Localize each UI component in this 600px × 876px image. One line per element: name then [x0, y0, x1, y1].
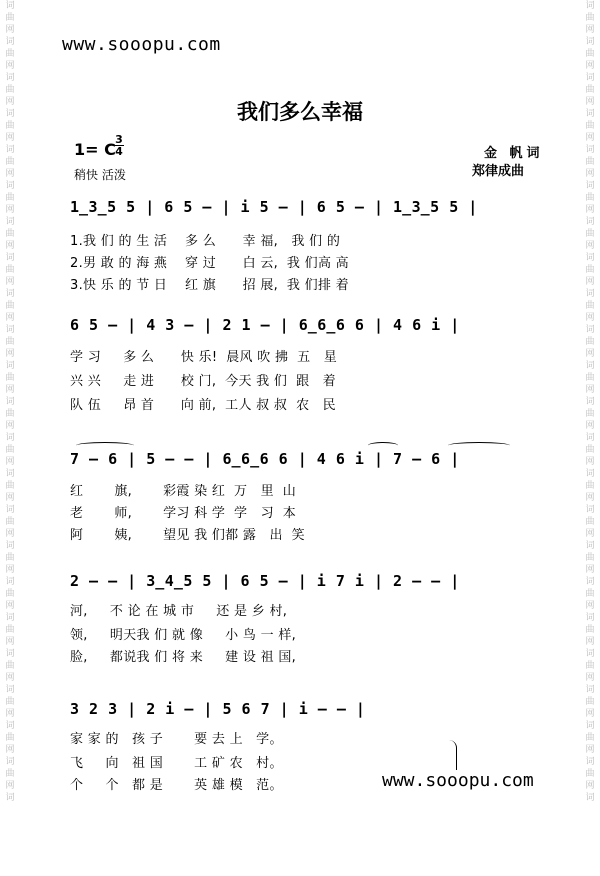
edge-watermark-char: 词 — [5, 721, 15, 731]
edge-watermark-char: 词 — [585, 37, 595, 47]
right-edge-watermark — [582, 0, 598, 876]
site-watermark-top: www.sooopu.com — [62, 34, 221, 55]
lyric-line-4-1: 河, 不 论 在 城 市 还 是 乡 村, — [70, 604, 288, 619]
edge-watermark-char: 曲 — [5, 301, 15, 311]
notation-line-1: 1̲3̲5 5 | 6 5 — | i 5 — | 6 5 — | 1̲3̲5 5 | — [70, 198, 478, 216]
edge-watermark-char: 词 — [5, 361, 15, 371]
edge-watermark-char: 词 — [585, 361, 595, 371]
key-signature — [74, 133, 123, 159]
edge-watermark-char: 词 — [585, 109, 595, 119]
lyric-line-2-2: 兴 兴 走 进 校 门, 今天 我 们 跟 着 — [70, 374, 336, 389]
lyric-line-5-3: 个 个 都 是 英 雄 模 范。 — [70, 778, 283, 793]
edge-watermark-char: 词 — [5, 433, 15, 443]
edge-watermark-char: 词 — [585, 649, 595, 659]
edge-watermark-char: 词 — [5, 685, 15, 695]
edge-watermark-char: 曲 — [585, 481, 595, 491]
edge-watermark-char: 词 — [5, 505, 15, 515]
edge-watermark-char: 网 — [585, 421, 595, 431]
edge-watermark-char: 词 — [5, 73, 15, 83]
notation-line-3: 7 — 6 | 5 — — | 6̲6̲6 6 | 4 6 i | 7 — 6 | — [70, 450, 460, 468]
edge-watermark-char: 曲 — [585, 373, 595, 383]
slur-3c — [448, 442, 510, 449]
edge-watermark-char: 网 — [585, 637, 595, 647]
edge-watermark-char: 曲 — [585, 85, 595, 95]
edge-watermark-char: 曲 — [585, 517, 595, 527]
lyric-line-1-2: 2.男 敢 的 海 燕 穿 过 白 云, 我 们高 高 — [70, 256, 349, 271]
lyric-line-5-1: 家 家 的 孩 子 要 去 上 学。 — [70, 732, 283, 747]
edge-watermark-char: 网 — [5, 169, 15, 179]
edge-watermark-char: 曲 — [585, 625, 595, 635]
edge-watermark-char: 词 — [5, 217, 15, 227]
edge-watermark-char: 网 — [5, 385, 15, 395]
edge-watermark-char: 词 — [5, 1, 15, 11]
edge-watermark-char: 网 — [585, 385, 595, 395]
edge-watermark-char: 词 — [585, 145, 595, 155]
edge-watermark-char: 曲 — [585, 49, 595, 59]
edge-watermark-char: 词 — [5, 325, 15, 335]
edge-watermark-char: 网 — [5, 133, 15, 143]
edge-watermark-char: 词 — [5, 253, 15, 263]
notation-line-5: 3 2 3 | 2 i — | 5 6 7 | i — — | — [70, 700, 366, 718]
edge-watermark-char: 曲 — [5, 733, 15, 743]
edge-watermark-char: 曲 — [5, 229, 15, 239]
lyric-line-2-3: 队 伍 昂 首 向 前, 工人 叔 叔 农 民 — [70, 398, 336, 413]
edge-watermark-char: 词 — [585, 217, 595, 227]
edge-watermark-char: 曲 — [5, 697, 15, 707]
edge-watermark-char: 曲 — [5, 517, 15, 527]
edge-watermark-char: 词 — [585, 505, 595, 515]
edge-watermark-char: 网 — [585, 97, 595, 107]
edge-watermark-char: 词 — [585, 541, 595, 551]
edge-watermark-char: 词 — [585, 685, 595, 695]
edge-watermark-char: 曲 — [5, 193, 15, 203]
slur-3b — [368, 442, 398, 449]
lyric-line-2-1: 学 习 多 么 快 乐! 晨风 吹 拂 五 星 — [70, 350, 338, 365]
lyric-line-3-1: 红 旗, 彩霞 染 红 万 里 山 — [70, 484, 297, 499]
edge-watermark-char: 词 — [5, 541, 15, 551]
edge-watermark-char: 曲 — [585, 661, 595, 671]
edge-watermark-char: 曲 — [585, 121, 595, 131]
edge-watermark-char: 网 — [585, 25, 595, 35]
edge-watermark-char: 网 — [585, 493, 595, 503]
edge-watermark-char: 曲 — [5, 121, 15, 131]
edge-watermark-char: 曲 — [5, 553, 15, 563]
edge-watermark-char: 词 — [585, 793, 595, 803]
edge-watermark-char: 词 — [585, 181, 595, 191]
edge-watermark-char: 词 — [5, 181, 15, 191]
edge-watermark-char: 曲 — [585, 589, 595, 599]
edge-watermark-char: 曲 — [585, 13, 595, 23]
edge-watermark-char: 曲 — [585, 157, 595, 167]
edge-watermark-char: 词 — [585, 577, 595, 587]
edge-watermark-char: 网 — [585, 313, 595, 323]
time-signature — [114, 134, 124, 157]
edge-watermark-char: 网 — [5, 97, 15, 107]
edge-watermark-char: 网 — [5, 565, 15, 575]
edge-watermark-char: 词 — [585, 721, 595, 731]
lyric-line-1-1: 1.我 们 的 生 活 多 么 幸 福, 我 们 的 — [70, 234, 341, 249]
edge-watermark-char: 网 — [585, 745, 595, 755]
slur-3a — [76, 442, 134, 449]
edge-watermark-char: 词 — [5, 289, 15, 299]
lyricist-credit: 金 帆词 — [484, 146, 544, 161]
edge-watermark-char: 曲 — [585, 265, 595, 275]
edge-watermark-char: 曲 — [585, 697, 595, 707]
edge-watermark-char: 网 — [585, 529, 595, 539]
edge-watermark-char: 网 — [5, 529, 15, 539]
edge-watermark-char: 网 — [585, 565, 595, 575]
edge-watermark-char: 网 — [5, 25, 15, 35]
edge-watermark-char: 词 — [5, 109, 15, 119]
edge-watermark-char: 词 — [5, 577, 15, 587]
edge-watermark-char: 曲 — [585, 409, 595, 419]
edge-watermark-char: 网 — [585, 133, 595, 143]
edge-watermark-char: 曲 — [585, 229, 595, 239]
edge-watermark-char: 网 — [5, 61, 15, 71]
edge-watermark-char: 网 — [5, 313, 15, 323]
edge-watermark-char: 曲 — [5, 337, 15, 347]
edge-watermark-char: 网 — [5, 493, 15, 503]
edge-watermark-char: 曲 — [5, 157, 15, 167]
edge-watermark-char: 曲 — [585, 733, 595, 743]
edge-watermark-char: 词 — [585, 469, 595, 479]
edge-watermark-char: 曲 — [5, 625, 15, 635]
edge-watermark-char: 网 — [585, 241, 595, 251]
edge-watermark-char: 网 — [5, 673, 15, 683]
edge-watermark-char: 词 — [5, 145, 15, 155]
edge-watermark-char: 网 — [5, 709, 15, 719]
lyric-line-1-3: 3.快 乐 的 节 日 红 旗 招 展, 我 们排 着 — [70, 278, 349, 293]
edge-watermark-char: 网 — [585, 601, 595, 611]
edge-watermark-char: 词 — [5, 757, 15, 767]
edge-watermark-char: 曲 — [5, 589, 15, 599]
edge-watermark-char: 词 — [5, 37, 15, 47]
edge-watermark-char: 曲 — [5, 49, 15, 59]
edge-watermark-char: 网 — [585, 457, 595, 467]
edge-watermark-char: 曲 — [5, 13, 15, 23]
edge-watermark-char: 曲 — [5, 409, 15, 419]
edge-watermark-char: 曲 — [5, 769, 15, 779]
edge-watermark-char: 网 — [5, 277, 15, 287]
edge-watermark-char: 网 — [5, 349, 15, 359]
edge-watermark-char: 曲 — [5, 445, 15, 455]
edge-watermark-char: 网 — [585, 349, 595, 359]
edge-watermark-char: 词 — [5, 793, 15, 803]
lyric-line-3-3: 阿 姨, 望见 我 们都 露 出 笑 — [70, 528, 305, 543]
edge-watermark-char: 曲 — [585, 301, 595, 311]
key-label: 1= C — [74, 140, 116, 159]
edge-watermark-char: 网 — [5, 205, 15, 215]
lyric-line-3-2: 老 师, 学习 科 学 学 习 本 — [70, 506, 297, 521]
edge-watermark-char: 词 — [585, 613, 595, 623]
edge-watermark-char: 词 — [585, 253, 595, 263]
edge-watermark-char: 词 — [5, 613, 15, 623]
edge-watermark-char: 网 — [585, 673, 595, 683]
edge-watermark-char: 网 — [5, 781, 15, 791]
edge-watermark-char: 词 — [5, 649, 15, 659]
edge-watermark-char: 曲 — [585, 337, 595, 347]
edge-watermark-char: 网 — [5, 637, 15, 647]
edge-watermark-char: 网 — [585, 169, 595, 179]
edge-watermark-char: 网 — [585, 277, 595, 287]
lyric-line-4-3: 脸, 都说我 们 将 来 建 设 祖 国, — [70, 650, 297, 665]
edge-watermark-char: 曲 — [5, 85, 15, 95]
edge-watermark-char: 词 — [585, 325, 595, 335]
edge-watermark-char: 网 — [5, 241, 15, 251]
edge-watermark-char: 曲 — [5, 481, 15, 491]
edge-watermark-char: 词 — [585, 397, 595, 407]
edge-watermark-char: 词 — [585, 433, 595, 443]
composer-credit: 郑律成曲 — [472, 164, 525, 179]
edge-watermark-char: 词 — [5, 469, 15, 479]
edge-watermark-char: 网 — [5, 421, 15, 431]
edge-watermark-char: 词 — [585, 289, 595, 299]
edge-watermark-char: 曲 — [5, 265, 15, 275]
lyric-line-4-2: 领, 明天我 们 就 像 小 鸟 一 样, — [70, 628, 297, 643]
edge-watermark-char: 曲 — [585, 769, 595, 779]
left-edge-watermark — [2, 0, 18, 876]
edge-watermark-char: 网 — [585, 205, 595, 215]
song-title: 我们多么幸福 — [237, 100, 363, 124]
edge-watermark-char: 网 — [5, 457, 15, 467]
edge-watermark-char: 词 — [585, 1, 595, 11]
edge-watermark-char: 网 — [5, 601, 15, 611]
edge-watermark-char: 曲 — [5, 373, 15, 383]
edge-watermark-char: 曲 — [585, 193, 595, 203]
edge-watermark-char: 词 — [5, 397, 15, 407]
time-bottom: 4 — [115, 145, 123, 158]
tempo-marking: 稍快 活泼 — [74, 168, 126, 182]
edge-watermark-char: 网 — [5, 745, 15, 755]
edge-watermark-char: 网 — [585, 709, 595, 719]
edge-watermark-char: 曲 — [585, 553, 595, 563]
edge-watermark-char: 曲 — [5, 661, 15, 671]
edge-watermark-char: 词 — [585, 73, 595, 83]
site-watermark-bottom: www.sooopu.com — [382, 770, 534, 791]
edge-watermark-char: 曲 — [585, 445, 595, 455]
notation-line-4: 2 — — | 3̲4̲5 5 | 6 5 — | i 7 i | 2 — — | — [70, 572, 460, 590]
edge-watermark-char: 网 — [585, 781, 595, 791]
edge-watermark-char: 网 — [585, 61, 595, 71]
lyric-line-5-2: 飞 向 祖 国 工 矿 农 村。 — [70, 756, 283, 771]
edge-watermark-char: 词 — [585, 757, 595, 767]
time-top: 3 — [115, 133, 123, 146]
notation-line-2: 6 5 — | 4 3 — | 2 1 — | 6̲6̲6 6 | 4 6 i | — [70, 316, 460, 334]
